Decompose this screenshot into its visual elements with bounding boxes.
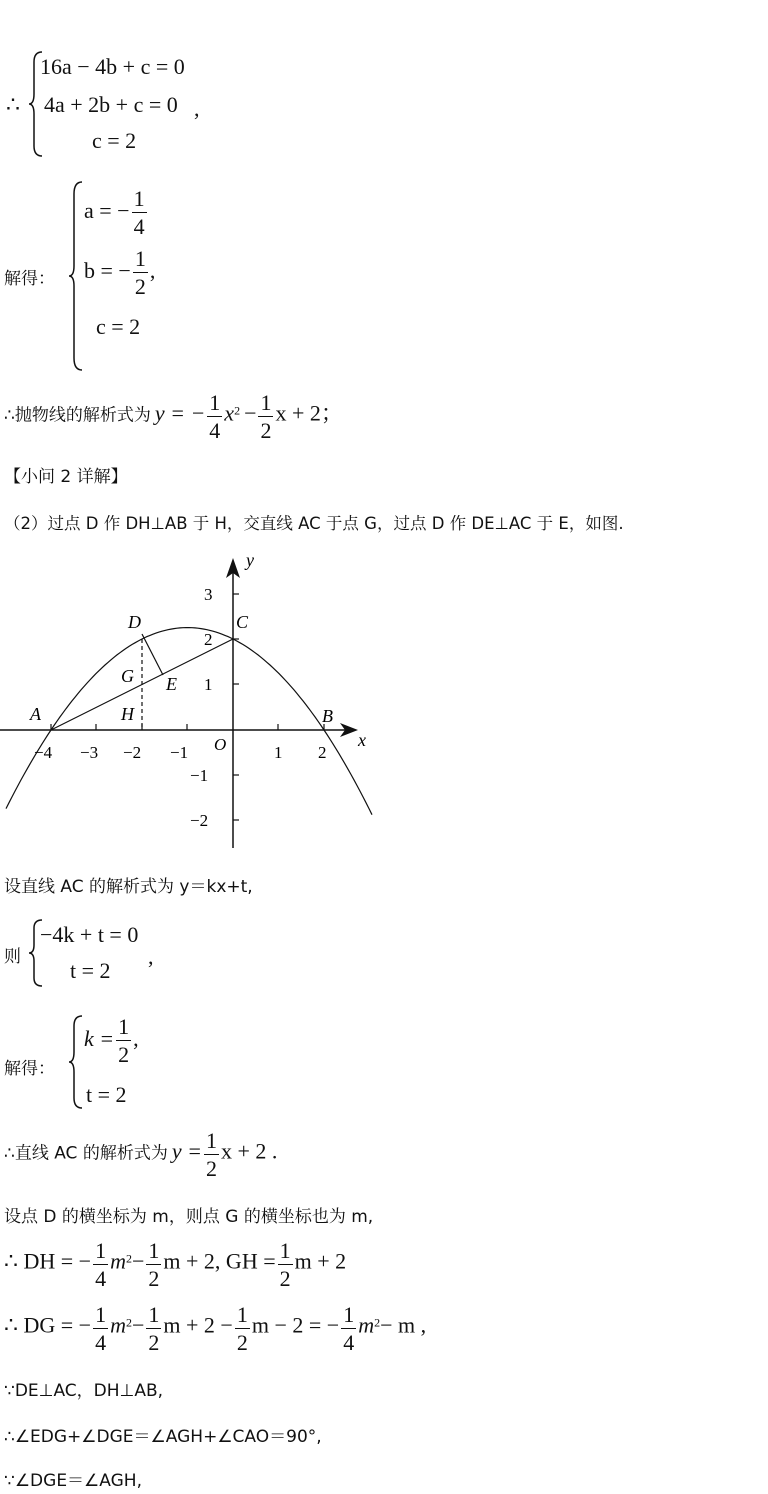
fraction: $\frac{1}{4}$ [343, 1302, 355, 1355]
x-tick-label: 2 [318, 743, 327, 762]
fraction: $\frac{1}{4}$ [95, 1238, 107, 1291]
parabola-figure [0, 548, 380, 848]
left-brace [68, 1014, 84, 1110]
x-tick-label: 1 [274, 743, 283, 762]
section-title: 【小问 2 详解】 [4, 467, 128, 487]
fraction: $\frac{1}{4}$ [209, 390, 221, 443]
point-label-h: H [121, 704, 134, 724]
y-tick-label: 1 [204, 675, 213, 694]
sys1-equation-2: 4a + 2b + c = 0 [44, 92, 178, 117]
x-axis-label: x [358, 730, 366, 750]
fraction: $\frac{1}{2}$ [236, 1302, 248, 1355]
abscissa-text: 设点 D 的横坐标为 m，则点 G 的横坐标也为 m, [4, 1207, 374, 1227]
point-label-b: B [322, 706, 333, 726]
sys2-equation-1: −4k + t = 0 [40, 922, 139, 947]
dg-expression: ∴ DG = − $\frac{1}{4}$ $m^2-$ $\frac{1}{2}$ m + 2 − $\frac{1}{2}$ m − 2 = − $\frac{1}{4}$ $m^2- m$ , [4, 1302, 427, 1355]
x-tick-label: −1 [170, 743, 189, 762]
sys1-equation-3: c = 2 [92, 128, 137, 153]
point-label-d: D [128, 612, 141, 632]
line-ac-result: ∴直线 AC 的解析式为 y = $\frac{1}{2}$ x + 2 . [4, 1128, 278, 1181]
fraction: $\frac{1}{2}$ [279, 1238, 291, 1291]
point-label-c: C [236, 612, 249, 632]
fraction: $\frac{1}{2}$ [205, 1128, 217, 1181]
solution-label: 解得： [4, 269, 55, 289]
sys2-equation-2: t = 2 [70, 958, 111, 983]
segment-de [142, 634, 163, 675]
therefore-symbol: ∴ [6, 92, 20, 117]
y-tick-label: −2 [190, 811, 209, 830]
solution-c: c = 2 [96, 314, 141, 339]
x-tick-label: −2 [123, 743, 142, 762]
left-brace [68, 180, 84, 372]
y-tick-label: 2 [204, 630, 213, 649]
sys1-comma: , [194, 96, 200, 121]
angle-sum-statement: ∴∠EDG+∠DGE＝∠AGH+∠CAO＝90°, [4, 1427, 322, 1447]
x-tick-label: −3 [80, 743, 99, 762]
solution-a: a = − $\frac{1}{4}$ [84, 186, 145, 239]
fraction: $\frac{1}{2}$ [148, 1238, 160, 1291]
solution-t: t = 2 [86, 1082, 127, 1107]
sys1-equation-1: 16a − 4b + c = 0 [40, 54, 185, 79]
solution-label: 解得： [4, 1059, 55, 1079]
fraction: $\frac{1}{2}$ [148, 1302, 160, 1355]
solution-b: b = − $\frac{1}{2}$ , [84, 246, 156, 299]
then-label: 则 [4, 947, 21, 967]
y-axis-label: y [246, 550, 254, 570]
line-ac-setup: 设直线 AC 的解析式为 y＝kx+t, [4, 877, 253, 897]
y-tick-label: 3 [204, 585, 213, 604]
step2-description: （2）过点 D 作 DH⊥AB 于 H，交直线 AC 于点 G，过点 D 作 DE⊥AC 于 E，如图. [4, 514, 624, 533]
fraction: $\frac{1}{4}$ [133, 186, 145, 239]
fraction: $\frac{1}{2}$ [260, 390, 272, 443]
point-label-g: G [121, 666, 134, 686]
y-tick-label: −1 [190, 766, 209, 785]
point-label-a: A [30, 704, 41, 724]
point-label-e: E [166, 674, 177, 694]
fraction: $\frac{1}{2}$ [118, 1014, 130, 1067]
sys2-comma: , [148, 944, 154, 969]
parabola-curve [6, 628, 372, 815]
because-equal-angles: ∵∠DGE＝∠AGH, [4, 1471, 142, 1491]
fraction: $\frac{1}{2}$ [134, 246, 146, 299]
fraction: $\frac{1}{4}$ [95, 1302, 107, 1355]
dh-gh-expression: ∴ DH = − $\frac{1}{4}$ $m^2-$ $\frac{1}{2}$ m + 2, GH = $\frac{1}{2}$ m + 2 [4, 1238, 347, 1291]
because-perpendicular: ∵DE⊥AC，DH⊥AB, [4, 1381, 164, 1401]
x-tick-label: −4 [34, 743, 53, 762]
origin-label: O [214, 735, 227, 754]
parabola-result: ∴抛物线的解析式为 y = − $\frac{1}{4}$ $x^2$ − $\frac{1}{2}$ x + 2； [4, 390, 343, 443]
solution-k: k = $\frac{1}{2}$ , [84, 1014, 139, 1067]
